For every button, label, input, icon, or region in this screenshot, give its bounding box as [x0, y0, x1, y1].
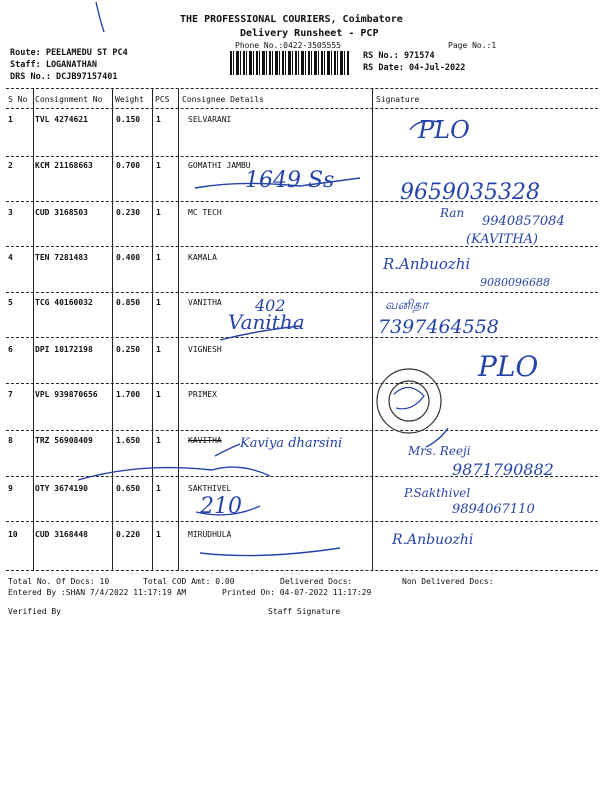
row-pcs: 1	[156, 484, 161, 493]
row-consignee: SAKTHIVEL	[188, 484, 232, 493]
row-pcs: 1	[156, 115, 161, 124]
row-consignment: DPI 10172198	[35, 345, 93, 354]
row-weight: 1.650	[116, 436, 141, 445]
row-weight: 0.230	[116, 208, 141, 217]
row-sno: 2	[8, 161, 13, 170]
row-weight: 0.850	[116, 298, 141, 307]
phone-row4: 9080096688	[480, 276, 550, 289]
staff-signature: Staff Signature	[268, 607, 341, 616]
row-pcs: 1	[156, 390, 161, 399]
row-sno: 5	[8, 298, 13, 307]
phone-row8: 9871790882	[452, 460, 554, 479]
col-signature: Signature	[376, 95, 420, 104]
total-cod: Total COD Amt: 0.00	[143, 577, 235, 586]
row-consignee: KAMALA	[188, 253, 217, 262]
row-sno: 3	[8, 208, 13, 217]
row-pcs: 1	[156, 253, 161, 262]
row-sno: 4	[8, 253, 13, 262]
row-weight: 0.700	[116, 161, 141, 170]
row-pcs: 1	[156, 530, 161, 539]
stamp-icon	[377, 369, 441, 433]
staff: Staff: LOGANATHAN	[10, 60, 97, 70]
sig-row2: Ran	[440, 206, 465, 220]
row-sno: 1	[8, 115, 13, 124]
row-pcs: 1	[156, 161, 161, 170]
row-consignment: TVL 4274621	[35, 115, 88, 124]
sig-row4: R.Anbuozhi	[383, 255, 471, 273]
row-pcs: 1	[156, 436, 161, 445]
script-row5: Vanitha	[228, 310, 305, 334]
row-consignee: KAVITHA	[188, 436, 222, 445]
sig-row10: R.Anbuozhi	[392, 532, 474, 548]
col-weight: Weight	[115, 95, 144, 104]
row-sno: 9	[8, 484, 13, 493]
page-number: Page No.:1	[448, 41, 497, 50]
row-consignee: PRIMEX	[188, 390, 217, 399]
row-sno: 6	[8, 345, 13, 354]
phone-row5: 7397464558	[378, 316, 499, 338]
row-consignment: VPL 939870656	[35, 390, 98, 399]
row-consignee: VANITHA	[188, 298, 222, 307]
verified-by: Verified By	[8, 607, 61, 616]
row-consignment: TCG 40160032	[35, 298, 93, 307]
name-row3: (KAVITHA)	[466, 232, 538, 247]
col-consignment: Consignment No	[35, 95, 103, 104]
row-weight: 0.150	[116, 115, 141, 124]
runsheet-title: Delivery Runsheet - PCP	[240, 28, 379, 39]
col-pcs: PCS	[155, 95, 170, 104]
row-weight: 0.400	[116, 253, 141, 262]
row-consignee: VIGNESH	[188, 345, 222, 354]
row-pcs: 1	[156, 345, 161, 354]
row-sno: 8	[8, 436, 13, 445]
name-row8: Kaviya dharsini	[240, 436, 343, 451]
row-weight: 0.220	[116, 530, 141, 539]
row-consignee: MC TECH	[188, 208, 222, 217]
col-consignee: Consignee Details	[182, 95, 264, 104]
drs-number: DRS No.: DCJB97157401	[10, 72, 118, 82]
phone-number: Phone No.:0422-3505555	[235, 41, 341, 50]
col-sno: S No	[8, 95, 28, 104]
row-consignment: CUD 3168448	[35, 530, 88, 539]
row-consignment: OTY 3674190	[35, 484, 88, 493]
phone-row2: 9659035328	[400, 180, 540, 205]
printed-on: Printed On: 04-07-2022 11:17:29	[222, 588, 372, 597]
row-sno: 7	[8, 390, 13, 399]
note-row5: 402	[255, 296, 286, 315]
sig-row6: PLO	[478, 350, 539, 383]
note-row2: 1649 Ss	[245, 168, 335, 193]
non-delivered-docs: Non Delivered Docs:	[402, 577, 494, 586]
row-consignment: TRZ 56908409	[35, 436, 93, 445]
row-weight: 0.250	[116, 345, 141, 354]
row-pcs: 1	[156, 298, 161, 307]
sig-row1: PLO	[418, 116, 470, 144]
company-title: THE PROFESSIONAL COURIERS, Coimbatore	[180, 14, 403, 25]
note-row9: 210	[200, 494, 242, 519]
route: Route: PEELAMEDU ST PC4	[10, 48, 128, 58]
row-weight: 0.650	[116, 484, 141, 493]
phone-row9: 9894067110	[452, 502, 535, 517]
phone-row3: 9940857084	[482, 214, 565, 229]
row-weight: 1.700	[116, 390, 141, 399]
row-consignment: CUD 3168503	[35, 208, 88, 217]
row-consignment: TEN 7281483	[35, 253, 88, 262]
tamil-name-row5: வனிதா	[385, 298, 429, 313]
row-pcs: 1	[156, 208, 161, 217]
row-consignment: KCM 21168663	[35, 161, 93, 170]
row-consignee: SELVARANI	[188, 115, 232, 124]
entered-by: Entered By :SHAN 7/4/2022 11:17:19 AM	[8, 588, 187, 597]
sig-row9: P.Sakthivel	[404, 486, 471, 500]
row-consignee: MIRUDHULA	[188, 530, 232, 539]
delivered-docs: Delivered Docs:	[280, 577, 353, 586]
total-docs: Total No. Of Docs: 10	[8, 577, 110, 586]
row-consignee: GOMATHI JAMBU	[188, 161, 251, 170]
mrs-row8: Mrs. Reeji	[408, 444, 471, 458]
row-sno: 10	[8, 530, 18, 539]
rs-date: RS Date: 04-Jul-2022	[363, 63, 466, 73]
rs-number: RS No.: 971574	[363, 51, 435, 61]
